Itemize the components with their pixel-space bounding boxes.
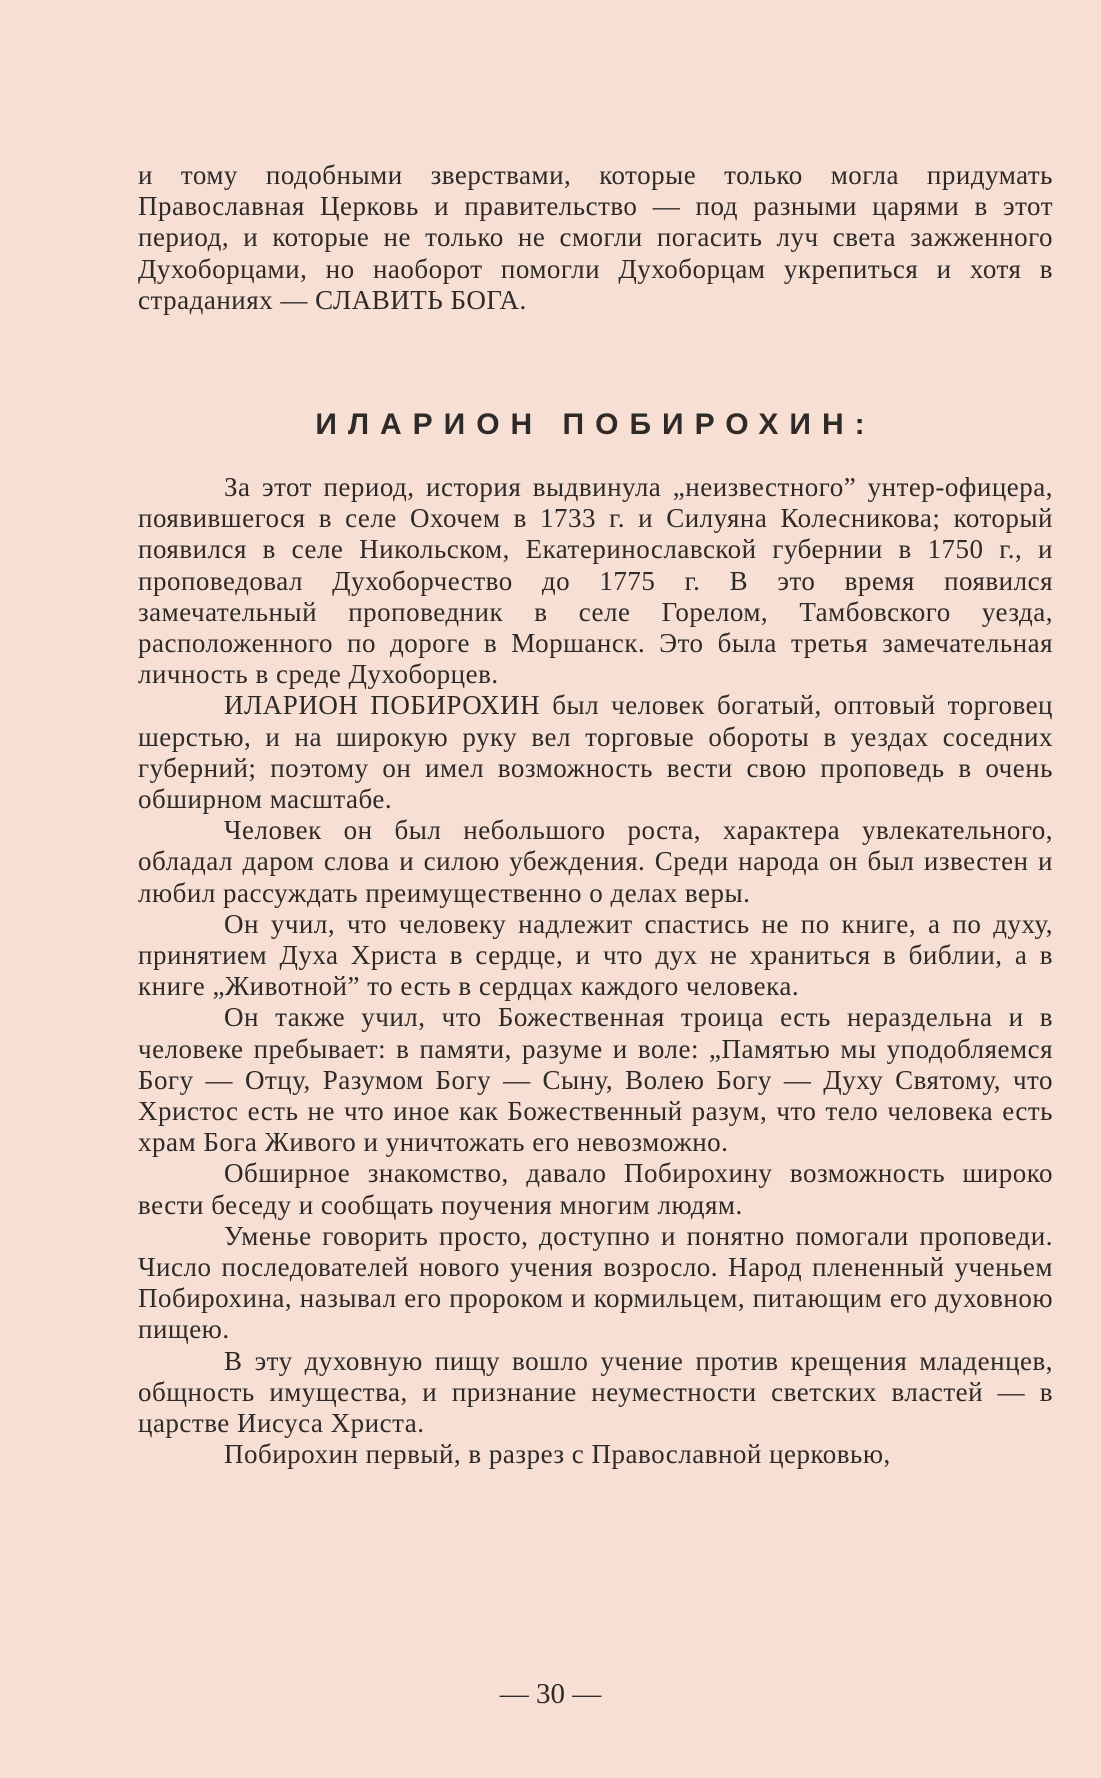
section-body — [138, 472, 1053, 1471]
section-heading: ИЛАРИОН ПОБИРОХИН: — [315, 408, 876, 441]
intro-block — [138, 160, 1053, 316]
paragraph: Побирохин первый, в разрез с Православной церковью, — [224, 1439, 891, 1470]
page-number: — 30 — — [499, 1678, 602, 1710]
paragraph: Он также учил, что Божественная троица есть нераздельна и в человеке пребывает: в памяти, разуме и воле: „Памятью мы уподобляемся Богу — Отцу, Разумом Богу — Сыну, Волею Богу — Духу Святому, что Христос есть не что иное как Божественный разум, что тело человека есть храм Бога Живого и уничтожать его невозможно. — [138, 1002, 1053, 1158]
paragraph: В эту духовную пищу вошло учение против крещения младенцев, общность имущества, и признание неуместности светских властей — в царстве Иисуса Христа. — [138, 1345, 1053, 1439]
paragraph: ИЛАРИОН ПОБИРОХИН был человек богатый, оптовый торговец шерстью, и на широкую руку вел торговые обороты в уездах соседних губерний; поэтому он имел возможность вести свою проповедь в очень обширном масштабе. — [138, 690, 1053, 815]
paragraph: За этот период, история выдвинула „неизвестного” унтер-офицера, появившегося в селе Охочем в 1733 г. и Силуяна Колесникова; который появился в селе Никольском, Екатеринославской губернии в 1750 г., и проповедовал Духоборчество до 1775 г. В это время появился замечательный проповедник в селе Горелом, Тамбовского уезда, расположенного по дороге в Моршанск. Это была третья замечательная личность в среде Духоборцев. — [138, 472, 1053, 690]
paragraph: Человек он был небольшого роста, характера увлекательного, обладал даром слова и силою убеждения. Среди народа он был известен и любил рассуждать преимущественно о делах веры. — [138, 815, 1053, 908]
paragraph: Уменье говорить просто, доступно и понятно помогали проповеди. Число последователей нового учения возросло. Народ плененный ученьем Побирохина, называл его пророком и кормильцем, питающим его духовною пищею. — [138, 1220, 1053, 1345]
paragraph: Обширное знакомство, давало Побирохину возможность широко вести беседу и сообщать поучения многим людям. — [138, 1158, 1053, 1220]
intro-paragraph: и тому подобными зверствами, которые только могла придумать Православная Церковь и правительство — под разными царями в этот период, и которые не только не смогли погасить луч света зажженного Духоборцами, но наоборот помогли Духоборцам укрепиться и хотя в страданиях — СЛАВИТЬ БОГА. — [138, 160, 1053, 315]
paragraph: Он учил, что человеку надлежит спастись не по книге, а по духу, принятием Духа Христа в сердце, и что дух не храниться в библии, а в книге „Животной” то есть в сердцах каждого человека. — [138, 908, 1053, 1002]
